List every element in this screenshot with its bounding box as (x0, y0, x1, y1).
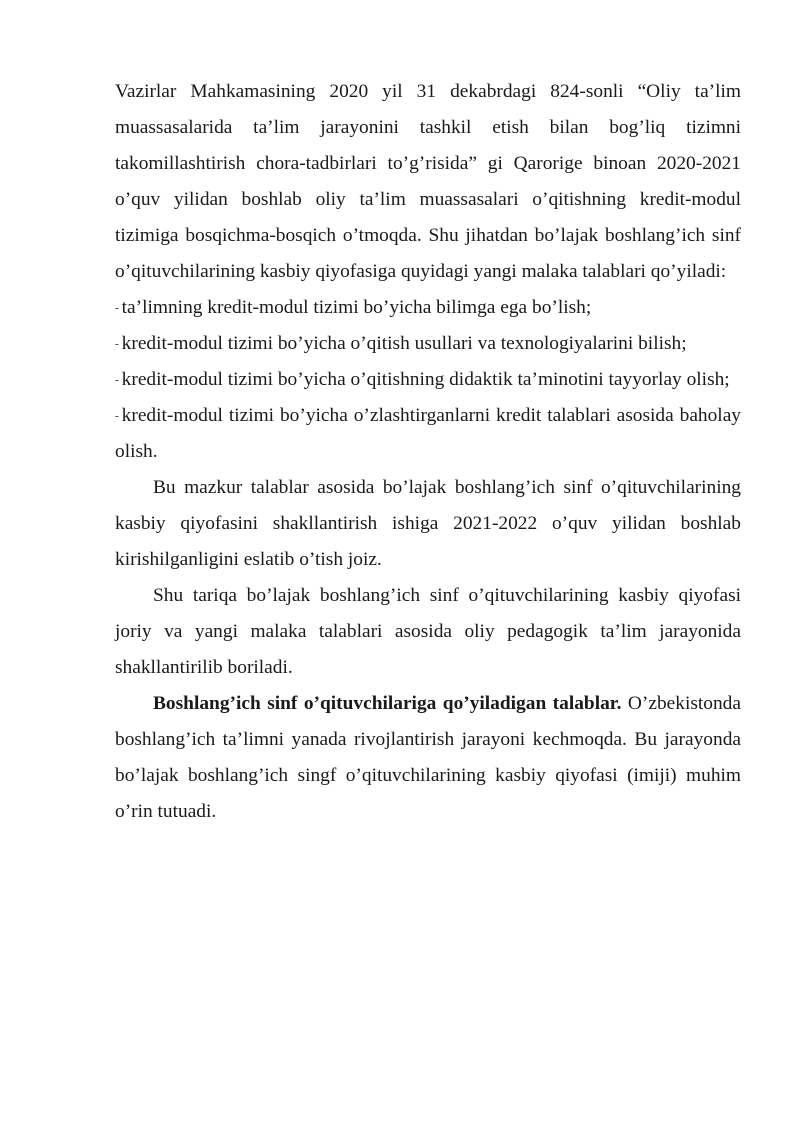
bullet-dash: - (115, 410, 119, 422)
bullet-dash: - (115, 302, 119, 314)
paragraph-2: Bu mazkur talablar asosida bo’lajak boshlang’ich sinf o’qituvchilarining kasbiy qiyofasini shakllantirish ishiga 2021-2022 o’quv yilidan boshlab kirishilganligini eslatib o’tish joiz. (115, 477, 741, 570)
list-item-text: kredit-modul tizimi bo’yicha o’zlashtirganlarni kredit talablari asosida baholay olish. (115, 405, 741, 462)
section-heading: Boshlang’ich sinf o’qituvchilariga qo’yiladigan talablar. (153, 693, 622, 714)
bullet-dash: - (115, 338, 119, 350)
intro-paragraph: Vazirlar Mahkamasining 2020 yil 31 dekabrdagi 824-sonli “Oliy ta’lim muassasalarida ta’lim jarayonini tashkil etish bilan bog’liq tizimni takomillashtirish chora-tadbirlari to’g’risida” gi Qarorige binoan 2020-2021 o’quv yilidan boshlab oliy ta’lim muassasalari o’qitishning kredit-modul tizimiga bosqichma-bosqich o’tmoqda. Shu jihatdan bo’lajak boshlang’ich sinf o’qituvchilarining kasbiy qiyofasiga quyidagi yangi malaka talablari qo’yiladi: (115, 81, 741, 282)
paragraph-3: Shu tariqa bo’lajak boshlang’ich sinf o’qituvchilarining kasbiy qiyofasi joriy va yangi malaka talablari asosida oliy pedagogik ta’lim jarayonida shakllantirilib boriladi. (115, 585, 741, 678)
list-item (115, 398, 741, 470)
list-item-text: kredit-modul tizimi bo’yicha o’qitishning didaktik ta’minotini tayyorlay olish; (121, 369, 730, 390)
list-item (115, 290, 741, 326)
list-item (115, 362, 741, 398)
bullet-dash: - (115, 374, 119, 386)
list-item-text: kredit-modul tizimi bo’yicha o’qitish usullari va texnologiyalarini bilish; (121, 333, 687, 354)
list-item-text: ta’limning kredit-modul tizimi bo’yicha bilimga ega bo’lish; (121, 297, 592, 318)
paragraph-4 (115, 686, 741, 830)
document-page (115, 74, 741, 830)
list-item (115, 326, 741, 362)
paragraph-4-body: O’zbekistonda boshlang’ich ta’limni yanada rivojlantirish jarayoni kechmoqda. Bu jarayonda bo’lajak boshlang’ich singf o’qituvchilarining kasbiy qiyofasi (imiji) muhim o’rin tutuadi. (115, 693, 741, 822)
